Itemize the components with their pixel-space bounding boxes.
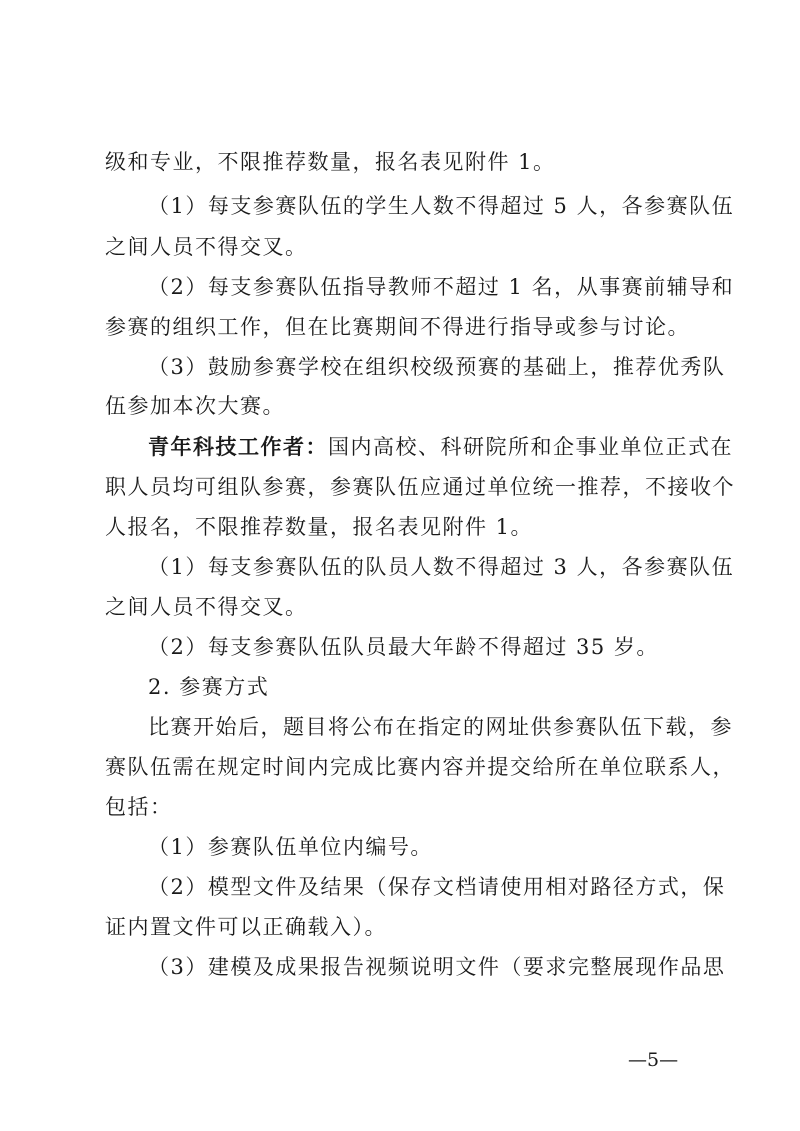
text-line-10: 人报名，不限推荐数量，报名表见附件 1。 <box>105 515 534 539</box>
text-line-17: 包括： <box>105 795 173 819</box>
text-line-8 <box>148 433 733 461</box>
section-heading-continuation: 国内高校、科研院所和企事业单位正式在 <box>328 435 733 459</box>
text-line-4: （2）每支参赛队伍指导教师不超过 1 名，从事赛前辅导和 <box>148 275 735 299</box>
text-line-1: 级和专业，不限推荐数量，报名表见附件 1。 <box>105 150 556 174</box>
text-line-3: 之间人员不得交叉。 <box>105 235 308 259</box>
text-line-15: 比赛开始后，题目将公布在指定的网址供参赛队伍下载，参 <box>148 715 733 739</box>
text-line-21: （3）建模及成果报告视频说明文件（要求完整展现作品思 <box>148 955 726 979</box>
section-heading-participation: 2. 参赛方式 <box>148 675 270 699</box>
text-line-11: （1）每支参赛队伍的队员人数不得超过 3 人，各参赛队伍 <box>148 555 735 579</box>
page-number: —5— <box>628 1049 679 1071</box>
text-line-12: 之间人员不得交叉。 <box>105 595 308 619</box>
text-line-18: （1）参赛队伍单位内编号。 <box>148 835 433 859</box>
text-line-2: （1）每支参赛队伍的学生人数不得超过 5 人，各参赛队伍 <box>148 194 735 218</box>
text-line-5: 参赛的组织工作，但在比赛期间不得进行指导或参与讨论。 <box>105 315 690 339</box>
section-heading-young-researchers: 青年科技工作者： <box>148 434 328 459</box>
text-line-7: 伍参加本次大赛。 <box>105 394 285 418</box>
text-line-9: 职人员均可组队参赛，参赛队伍应通过单位统一推荐，不接收个 <box>105 475 735 499</box>
text-line-16: 赛队伍需在规定时间内完成比赛内容并提交给所在单位联系人， <box>105 755 735 779</box>
text-line-20: 证内置文件可以正确载入）。 <box>105 915 387 939</box>
text-line-13: （2）每支参赛队伍队员最大年龄不得超过 35 岁。 <box>148 635 659 659</box>
text-line-19: （2）模型文件及结果（保存文档请使用相对路径方式，保 <box>148 875 726 899</box>
text-line-6: （3）鼓励参赛学校在组织校级预赛的基础上，推荐优秀队 <box>148 355 726 379</box>
